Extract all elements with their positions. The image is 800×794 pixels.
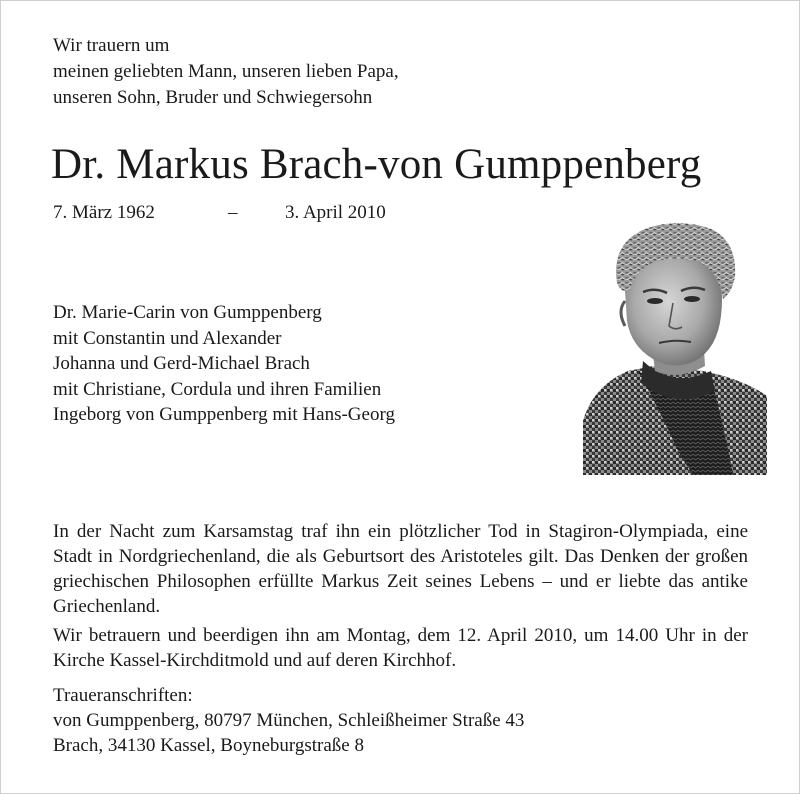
mourner-line: Johanna und Gerd-Michael Brach	[53, 353, 310, 374]
date-dash: –	[228, 202, 238, 223]
mourner-line: mit Constantin und Alexander	[53, 327, 282, 349]
birth-date: 7. März 1962	[53, 202, 155, 223]
intro-line: meinen geliebten Mann, unseren lieben Papa,	[53, 61, 399, 82]
intro-line: Wir trauern um	[53, 35, 170, 56]
address-block	[53, 683, 524, 758]
address-heading: Traueranschriften:	[53, 685, 193, 706]
portrait-photo	[583, 221, 767, 475]
deceased-name: Dr. Markus Brach-von Gumppenberg	[51, 141, 702, 188]
address-line: Brach, 34130 Kassel, Boyneburgstraße 8	[53, 735, 364, 756]
mourner-line: Ingeborg von Gumppenberg mit Hans-Georg	[53, 404, 395, 425]
paragraph-circumstances: In der Nacht zum Karsamstag traf ihn ein plötzlicher Tod in Stagiron-Olympiada, eine Stadt in Nordgriechenland, die als Geburtsort des Aristoteles gilt. Das Denken der großen griechischen Philosophen erfüllte Markus Zeit seines Lebens – und er liebte das antike Griechenland.	[53, 521, 748, 617]
address-line: von Gumppenberg, 80797 München, Schleißheimer Straße 43	[53, 710, 525, 731]
intro-block	[53, 33, 399, 111]
intro-line: unseren Sohn, Bruder und Schwiegersohn	[53, 87, 373, 108]
mourners-list	[53, 300, 395, 428]
mourner-line: mit Christiane, Cordula und ihren Familien	[53, 378, 382, 400]
death-date: 3. April 2010	[285, 202, 386, 223]
mourner-line: Dr. Marie-Carin von Gumppenberg	[53, 302, 322, 323]
paragraph-funeral: Wir betrauern und beerdigen ihn am Montag, dem 12. April 2010, um 14.00 Uhr in der Kirche Kassel-Kirchditmold und auf deren Kirchhof.	[53, 625, 748, 671]
